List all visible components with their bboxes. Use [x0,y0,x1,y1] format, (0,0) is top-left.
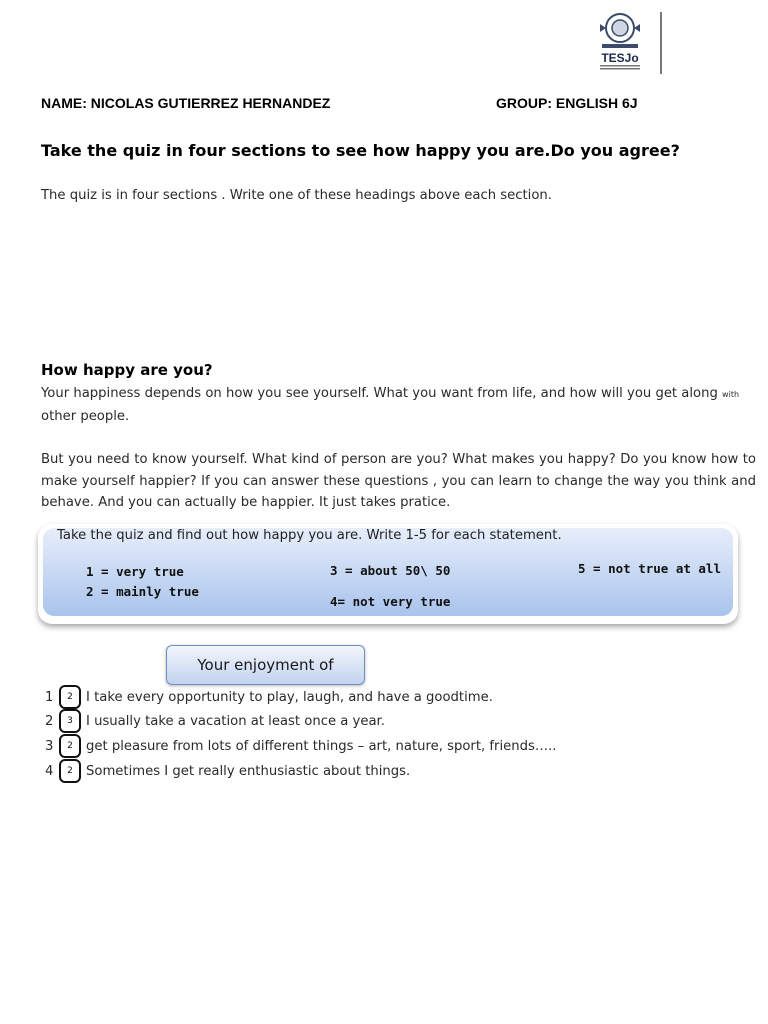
paragraph-1-small-word: with [722,390,740,399]
answer-box[interactable]: 2 [59,734,81,758]
answer-box[interactable]: 3 [59,709,81,733]
scale-3: 3 = about 50\ 50 [330,563,451,578]
item-number: 4 [45,764,54,779]
section-heading-box: Your enjoyment of [166,645,365,685]
item-statement: Sometimes I get really enthusiastic about things. [86,764,411,779]
paragraph-1 [41,383,756,427]
panel-instruction: Take the quiz and find out how happy you are. Write 1-5 for each statement. [57,528,562,543]
item-statement: I take every opportunity to play, laugh, and have a goodtime. [86,690,493,705]
item-number: 2 [45,714,54,729]
item-number: 3 [45,739,54,754]
scale-2: 2 = mainly true [86,584,199,599]
answer-box[interactable]: 2 [59,685,81,709]
item-statement: I usually take a vacation at least once a year. [86,714,385,729]
answer-box[interactable]: 2 [59,759,81,783]
scale-1: 1 = very true [86,564,184,579]
scale-4: 4= not very true [330,594,451,609]
scale-5: 5 = not true at all [578,561,721,576]
paragraph-1-end: other people. [41,408,130,424]
paragraph-1-text: Your happiness depends on how you see yourself. What you want from life, and how will you get along [41,386,718,401]
item-number: 1 [45,690,54,705]
svg-text:TESJo: TESJo [601,51,639,65]
logo-divider [660,12,662,74]
paragraph-2: But you need to know yourself. What kind of person are you? What makes you happy? Do you know how to make yourself happier? If you can answer these questions , you can learn to change the way you think and behave. And you can actually be happier. It just takes pratice. [41,452,756,510]
student-group: GROUP: ENGLISH 6J [496,95,638,111]
school-logo [592,10,648,72]
item-statement: get pleasure from lots of different things – art, nature, sport, friends….. [86,739,557,754]
student-name: NAME: NICOLAS GUTIERREZ HERNANDEZ [41,95,331,111]
page-title: Take the quiz in four sections to see how happy you are.Do you agree? [41,141,680,160]
scale-left [86,562,199,602]
section-heading: How happy are you? [41,361,213,379]
quiz-intro: The quiz is in four sections . Write one of these headings above each section. [41,188,552,203]
